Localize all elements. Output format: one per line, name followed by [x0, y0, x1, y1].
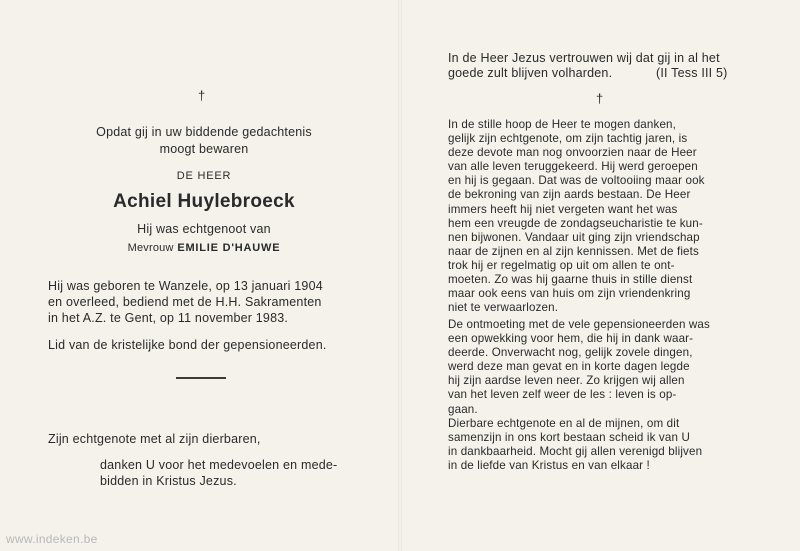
- cross-icon: †: [198, 88, 206, 103]
- paragraph-line: in de liefde van Kristus en van elkaar !: [448, 459, 650, 473]
- paragraph-line: moeten. Zo was hij gaarne thuis in stille dienst: [448, 273, 693, 287]
- paragraph-line: naar de zijnen en al zijn kennissen. Met de fiets: [448, 244, 699, 258]
- spouse-line: [44, 240, 364, 255]
- intro-line-1: Opdat gij in uw biddende gedachtenis: [96, 125, 312, 139]
- paragraph-line: van het leven zelf weer de les : leven is op-: [448, 388, 677, 402]
- paragraph-line: deerde. Onverwacht nog, gelijk zovele dingen,: [448, 346, 693, 360]
- paragraph-line: werd deze man gevat en in korte dagen legde: [448, 360, 690, 374]
- paragraph-line: gaan.: [448, 402, 478, 416]
- paragraph-line: de bekroning van zijn aards bestaan. De Heer: [448, 188, 691, 202]
- paragraph-3: [448, 417, 702, 473]
- card-fold: [398, 0, 402, 551]
- paragraph-line: samenzijn in ons kort bestaan scheid ik van U: [448, 431, 690, 445]
- paragraph-line: deze devote man nog onvoorzien naar de Heer: [448, 146, 697, 160]
- bio-line-1: Hij was geboren te Wanzele, op 13 januari 1904: [48, 279, 323, 293]
- paragraph-line: en hij is gegaan. Dat was de voltooiing maar ook: [448, 174, 705, 188]
- paragraph-line: Dierbare echtgenote en al de mijnen, om dit: [448, 417, 680, 430]
- deceased-name: Achiel Huylebroeck: [113, 191, 295, 212]
- paragraph-line: hij zijn aardse leven neer. Zo krijgen wij allen: [448, 374, 685, 388]
- spouse-name: EMILIE D'HAUWE: [177, 242, 281, 254]
- thanks-line-3: bidden in Kristus Jezus.: [100, 474, 237, 488]
- paragraph-line: van alle leven teruggekeerd. Hij werd geroepen: [448, 160, 698, 174]
- intro-line-2: moogt bewaren: [159, 142, 249, 156]
- paragraph-line: een opwekking voor hem, die hij in dank waar-: [448, 332, 694, 346]
- member-line: Lid van de kristelijke bond der gepensioneerden.: [48, 338, 327, 352]
- thanks-line-1: Zijn echtgenote met al zijn dierbaren,: [48, 432, 261, 446]
- paragraph-line: maar ook eens van huis om zijn vriendenkring: [448, 287, 691, 301]
- title-de-heer: DE HEER: [176, 170, 232, 182]
- verse-line-2: goede zult blijven volharden.: [448, 66, 613, 80]
- thanks-line-2: danken U voor het medevoelen en mede-: [100, 458, 338, 472]
- paragraph-line: immers heeft hij niet vergeten want het was: [448, 202, 678, 216]
- paragraph-line: hem een vreugde de zondagseucharistie te kun-: [448, 216, 703, 230]
- spouse-prefix: Mevrouw: [127, 242, 174, 254]
- paragraph-2: [448, 318, 710, 417]
- paragraph-1: [448, 118, 705, 315]
- paragraph-line: nen bijwonen. Vandaar uit ging zijn vriendschap: [448, 230, 700, 244]
- cross-icon: †: [596, 91, 604, 106]
- verse-reference: (II Tess III 5): [656, 66, 728, 80]
- watermark: www.indeken.be: [6, 532, 98, 546]
- paragraph-line: De ontmoeting met de vele gepensioneerden was: [448, 318, 710, 331]
- paragraph-line: trok hij er regelmatig op uit om allen te ont-: [448, 258, 675, 272]
- spouse-intro: Hij was echtgenoot van: [137, 222, 271, 236]
- bio-line-2: en overleed, bediend met de H.H. Sakramenten: [48, 295, 322, 309]
- paragraph-line: In de stille hoop de Heer te mogen danken,: [448, 118, 677, 131]
- bio-line-3: in het A.Z. te Gent, op 11 november 1983.: [48, 311, 289, 325]
- verse-line-1: In de Heer Jezus vertrouwen wij dat gij in al het: [448, 51, 720, 65]
- paragraph-line: niet te verwaarlozen.: [448, 301, 559, 315]
- paragraph-line: gelijk zijn echtgenote, om zijn tachtig jaren, is: [448, 132, 688, 146]
- divider-rule: [176, 377, 226, 379]
- paragraph-line: in dankbaarheid. Mocht gij allen verenigd blijven: [448, 445, 703, 459]
